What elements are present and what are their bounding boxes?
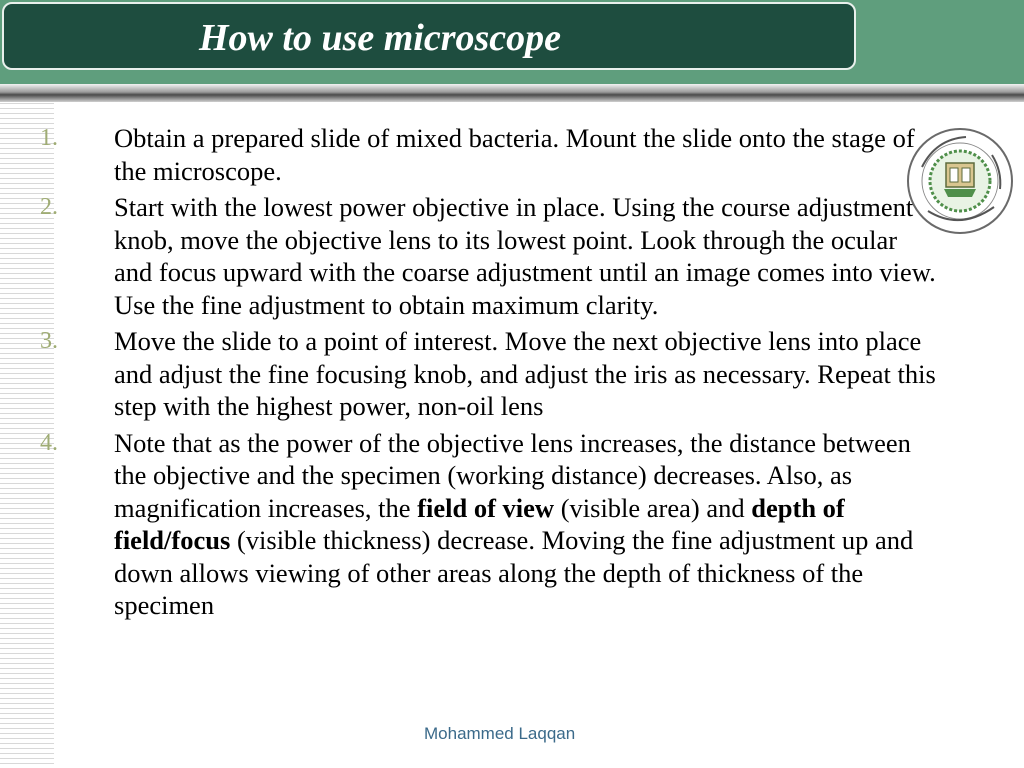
bold-term-depth-of-field: depth of field/focus	[114, 492, 845, 555]
step-text	[114, 428, 913, 621]
step-text-part: (visible thickness) decrease. Moving the fine adjustment up and down allows viewing of other areas along the depth of thickness of the specimen	[114, 525, 914, 620]
list-item	[40, 122, 940, 187]
header-divider	[0, 84, 1024, 102]
slide-title: How to use microscope	[199, 17, 562, 59]
step-text: Obtain a prepared slide of mixed bacteria. Mount the slide onto the stage of the microscope.	[114, 123, 915, 186]
bold-term-field-of-view: field of view	[417, 492, 555, 523]
title-box	[2, 2, 856, 70]
step-text-part: (visible area) and	[554, 492, 752, 523]
steps-list	[40, 122, 940, 626]
step-text: Move the slide to a point of interest. Move the next objective lens into place and adjust the fine focusing knob, and adjust the iris as necessary. Repeat this step with the highest power, non-oil lens	[114, 326, 936, 421]
step-number: 4.	[40, 429, 58, 456]
list-item	[40, 191, 940, 321]
list-item	[40, 325, 940, 423]
university-seal-icon	[906, 127, 1014, 235]
footer-author: Mohammed Laqqan	[424, 724, 576, 743]
step-text: Start with the lowest power objective in place. Using the course adjustment knob, move the objective lens to its lowest point. Look through the ocular and focus upward with the coarse adjustment until an image comes into view. Use the fine adjustment to obtain maximum clarity.	[114, 192, 936, 320]
list-item	[40, 427, 940, 622]
step-text-part: Note that as the power of the objective lens increases, the distance between the objective and the specimen (working distance) decreases. Also, as magnification increases, the	[114, 427, 911, 523]
step-number: 1.	[40, 125, 58, 151]
step-number: 3.	[40, 328, 58, 354]
step-number: 2.	[40, 194, 58, 220]
